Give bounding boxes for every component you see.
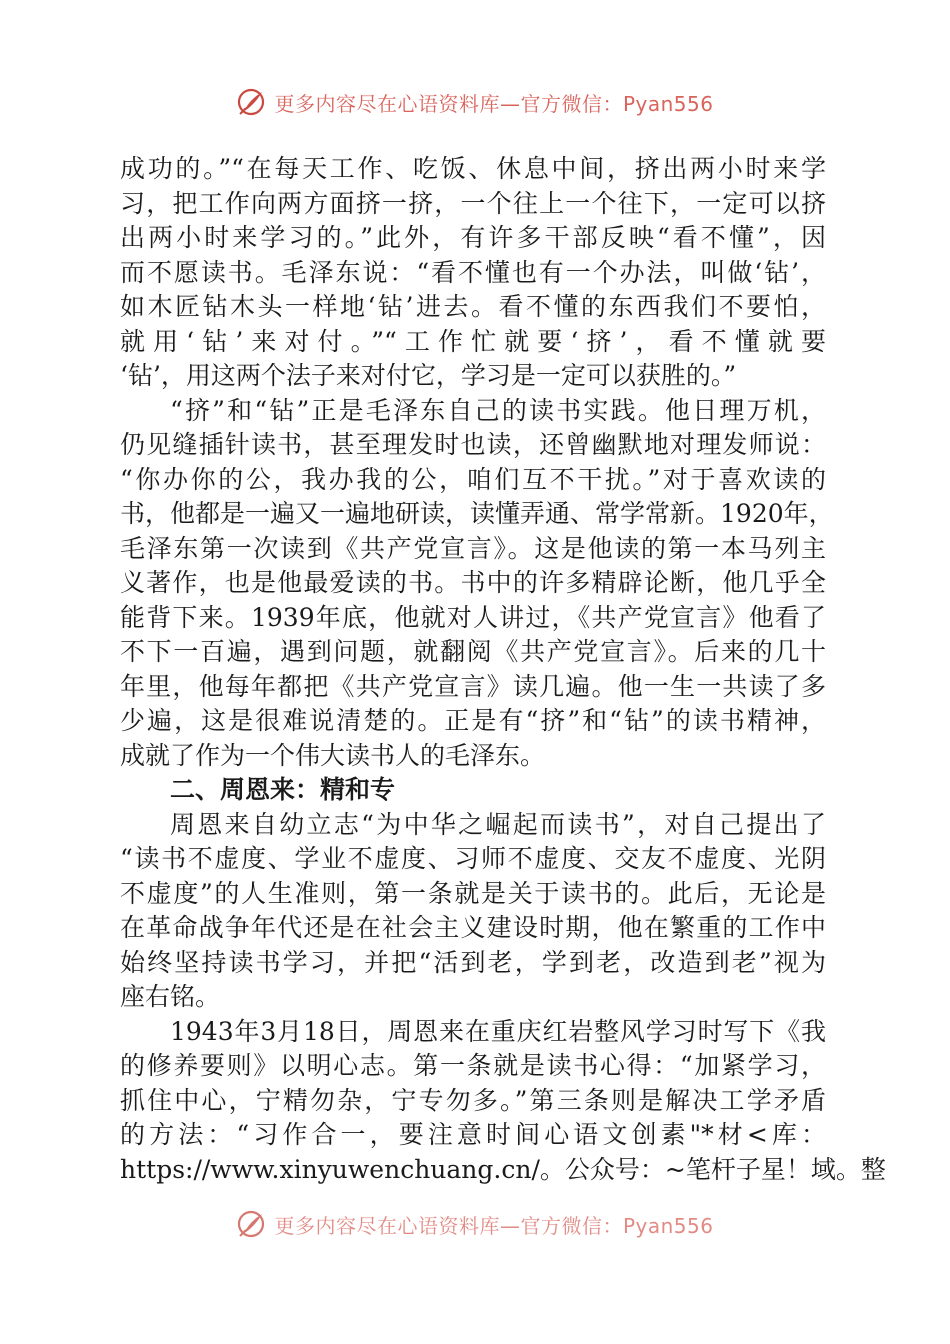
text-line: 的方法：“习作合一，要注意时间心语文创素"*材<库： [120, 1120, 826, 1149]
text-line: 义著作，也是他最爱读的书。书中的许多精辟论断，他几乎全 [120, 568, 826, 597]
text-line: 而不愿读书。毛泽东说：“看不懂也有一个办法，叫做‘钻’， [120, 257, 826, 287]
document-body [120, 152, 886, 1187]
text-line: 习，把工作向两方面挤一挤，一个往上一个往下，一定可以挤 [120, 188, 826, 218]
text-line: 不虚度”的人生准则，第一条就是关于读书的。此后，无论是 [120, 878, 826, 908]
text-line: 如木匠钻木头一样地‘钻’进去。看不懂的东西我们不要怕， [120, 292, 826, 321]
text-line: “读书不虚度、学业不虚度、习师不虚度、交友不虚度、光阴 [120, 844, 826, 873]
text-line: 毛泽东第一次读到《共产党宣言》。这是他读的第一本马列主 [120, 533, 826, 563]
text-line: “你办你的公，我办我的公，咱们互不干扰。”对于喜欢读的 [120, 464, 826, 494]
text-line: 周恩来自幼立志“为中华之崛起而读书”，对自己提出了 [170, 809, 826, 839]
text-line: 抓住中心，宁精勿杂，宁专勿多。”第三条则是解决工学矛盾 [120, 1085, 826, 1115]
text-line: 始终坚持读书学习，并把“活到老，学到老，改造到老”视为 [120, 947, 826, 977]
text-line: https://www.xinyuwenchuang.cn/。公众号：~笔杆子星！域。整 [120, 1154, 886, 1184]
text-line: 在革命战争年代还是在社会主义建设时期，他在繁重的工作中 [120, 913, 826, 942]
header-banner [0, 82, 950, 122]
text-line: 仍见缝插针读书，甚至理发时也读，还曾幽默地对理发师说： [120, 430, 826, 459]
section-heading: 二、周恩来：精和专 [170, 775, 396, 804]
text-line: 能背下来。1939年底，他就对人讲过，《共产党宣言》他看了 [120, 602, 826, 632]
text-line: 不下一百遍，遇到问题，就翻阅《共产党宣言》。后来的几十 [120, 637, 826, 666]
footer-banner [0, 1204, 950, 1244]
text-line: 就用‘钻’来对付。”“工作忙就要‘挤’，看不懂就要 [120, 326, 826, 356]
text-line: “挤”和“钻”正是毛泽东自己的读书实践。他日理万机， [170, 395, 826, 425]
text-line: 出两小时来学习的。”此外，有许多干部反映“看不懂”，因 [120, 223, 826, 252]
quill-logo-icon [236, 1209, 266, 1239]
text-line: 少遍，这是很难说清楚的。正是有“挤”和“钻”的读书精神， [120, 706, 826, 735]
header-banner-text: 更多内容尽在心语资料库—官方微信：Pyan556 [274, 91, 714, 116]
text-line: 的修养要则》以明心志。第一条就是读书心得：“加紧学习， [120, 1051, 826, 1080]
text-line: 座右铭。 [120, 982, 221, 1011]
text-line: 1943年3月18日，周恩来在重庆红岩整风学习时写下《我 [170, 1016, 826, 1046]
text-line: 年里，他每年都把《共产党宣言》读几遍。他一生一共读了多 [120, 671, 826, 701]
text-line: 成就了作为一个伟大读书人的毛泽东。 [120, 740, 546, 770]
quill-logo-icon [236, 87, 266, 117]
text-line: 成功的。”“在每天工作、吃饭、休息中间，挤出两小时来学 [120, 154, 826, 183]
text-line: 书，他都是一遍又一遍地研读，读懂弄通、常学常新。1920年， [120, 499, 834, 528]
footer-banner-text: 更多内容尽在心语资料库—官方微信：Pyan556 [274, 1213, 714, 1238]
text-line: ‘钻’，用这两个法子来对付它，学习是一定可以获胜的。” [120, 361, 737, 390]
